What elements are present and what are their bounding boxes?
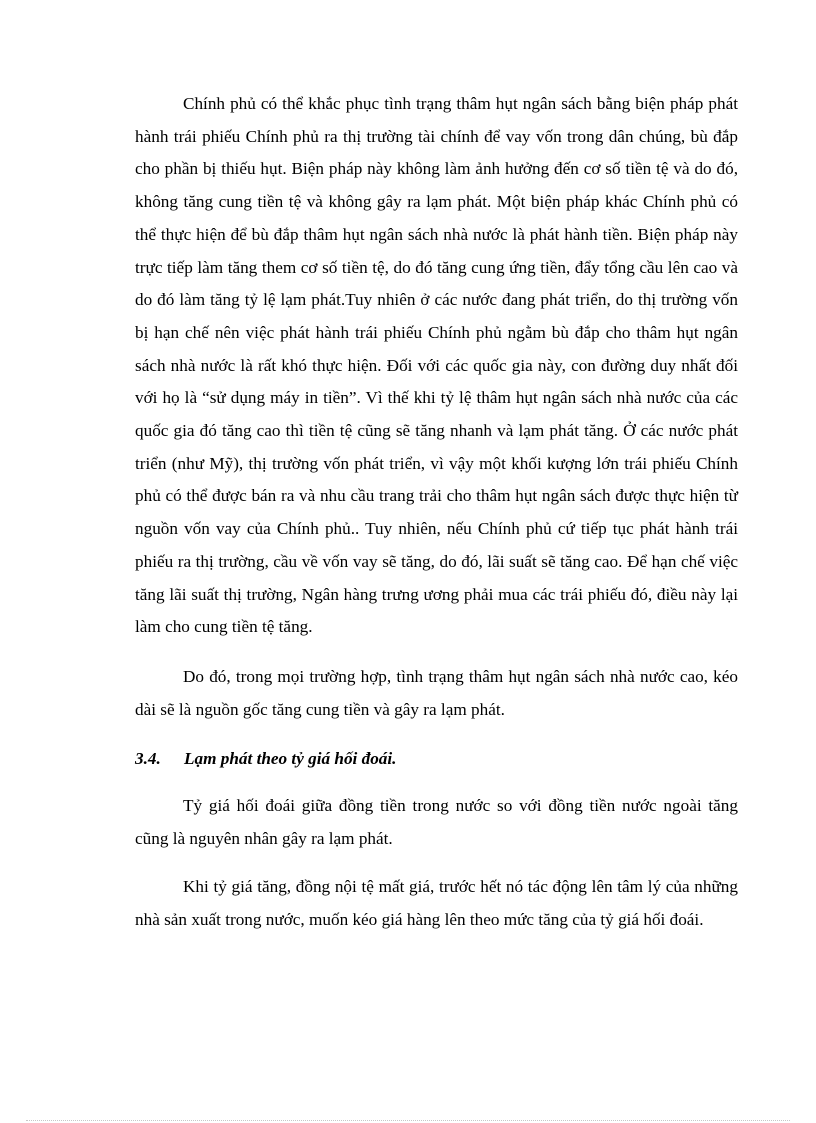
- document-body: [135, 88, 738, 937]
- section-title: Lạm phát theo tỷ giá hối đoái.: [184, 749, 397, 769]
- paragraph-exchange-rate-effect: Khi tỷ giá tăng, đồng nội tệ mất giá, trước hết nó tác động lên tâm lý của những nhà sản xuất trong nước, muốn kéo giá hàng lên theo mức tăng của tỷ giá hối đoái.: [135, 877, 738, 930]
- paragraph-budget-deficit-financing: Chính phủ có thể khắc phục tình trạng thâm hụt ngân sách bằng biện pháp phát hành trái phiếu Chính phủ ra thị trường tài chính để vay vốn trong dân chúng, bù đắp cho phần bị thiếu hụt. Biện pháp này không làm ảnh hưởng đến cơ số tiền tệ và do đó, không tăng cung tiền tệ và không gây ra lạm phát. Một biện pháp khác Chính phủ có thể thực hiện để bù đắp thâm hụt ngân sách nhà nước là phát hành tiền. Biện pháp này trực tiếp làm tăng them cơ số tiền tệ, do đó tăng cung ứng tiền, đẩy tổng cầu lên cao và do đó làm tăng tỷ lệ lạm phát.Tuy nhiên ở các nước đang phát triển, do thị trường vốn bị hạn chế nên việc phát hành trái phiếu Chính phủ ngằm bù đắp cho thâm hụt ngân sách nhà nước là rất khó thực hiện. Đối với các quốc gia này, con đường duy nhất đối với họ là “sử dụng máy in tiền”. Vì thế khi tỷ lệ thâm hụt ngân sách nhà nước của các quốc gia đó tăng cao thì tiền tệ cũng sẽ tăng nhanh và lạm phát tăng. Ở các nước phát triển (như Mỹ), thị trường vốn phát triển, vì vậy một khối kượng lớn trái phiếu Chính phủ có thể được bán ra và nhu cầu trang trải cho thâm hụt ngân sách được thực hiện từ nguồn vốn vay của Chính phủ.. Tuy nhiên, nếu Chính phủ cứ tiếp tục phát hành trái phiếu ra thị trường, cầu về vốn vay sẽ tăng, do đó, lãi suất sẽ tăng cao. Để hạn chế việc tăng lãi suất thị trường, Ngân hàng trưng ương phải mua các trái phiếu đó, điều này lại làm cho cung tiền tệ tăng.: [135, 94, 738, 637]
- page-bottom-divider: [26, 1120, 790, 1121]
- section-number: 3.4.: [135, 749, 161, 769]
- paragraph-conclusion: Do đó, trong mọi trường hợp, tình trạng thâm hụt ngân sách nhà nước cao, kéo dài sẽ là nguồn gốc tăng cung tiền và gây ra lạm phát.: [135, 666, 738, 719]
- paragraph-exchange-rate: Tỷ giá hối đoái giữa đồng tiền trong nước so với đồng tiền nước ngoài tăng cũng là nguyên nhân gây ra lạm phát.: [135, 796, 738, 848]
- section-heading: [135, 743, 738, 776]
